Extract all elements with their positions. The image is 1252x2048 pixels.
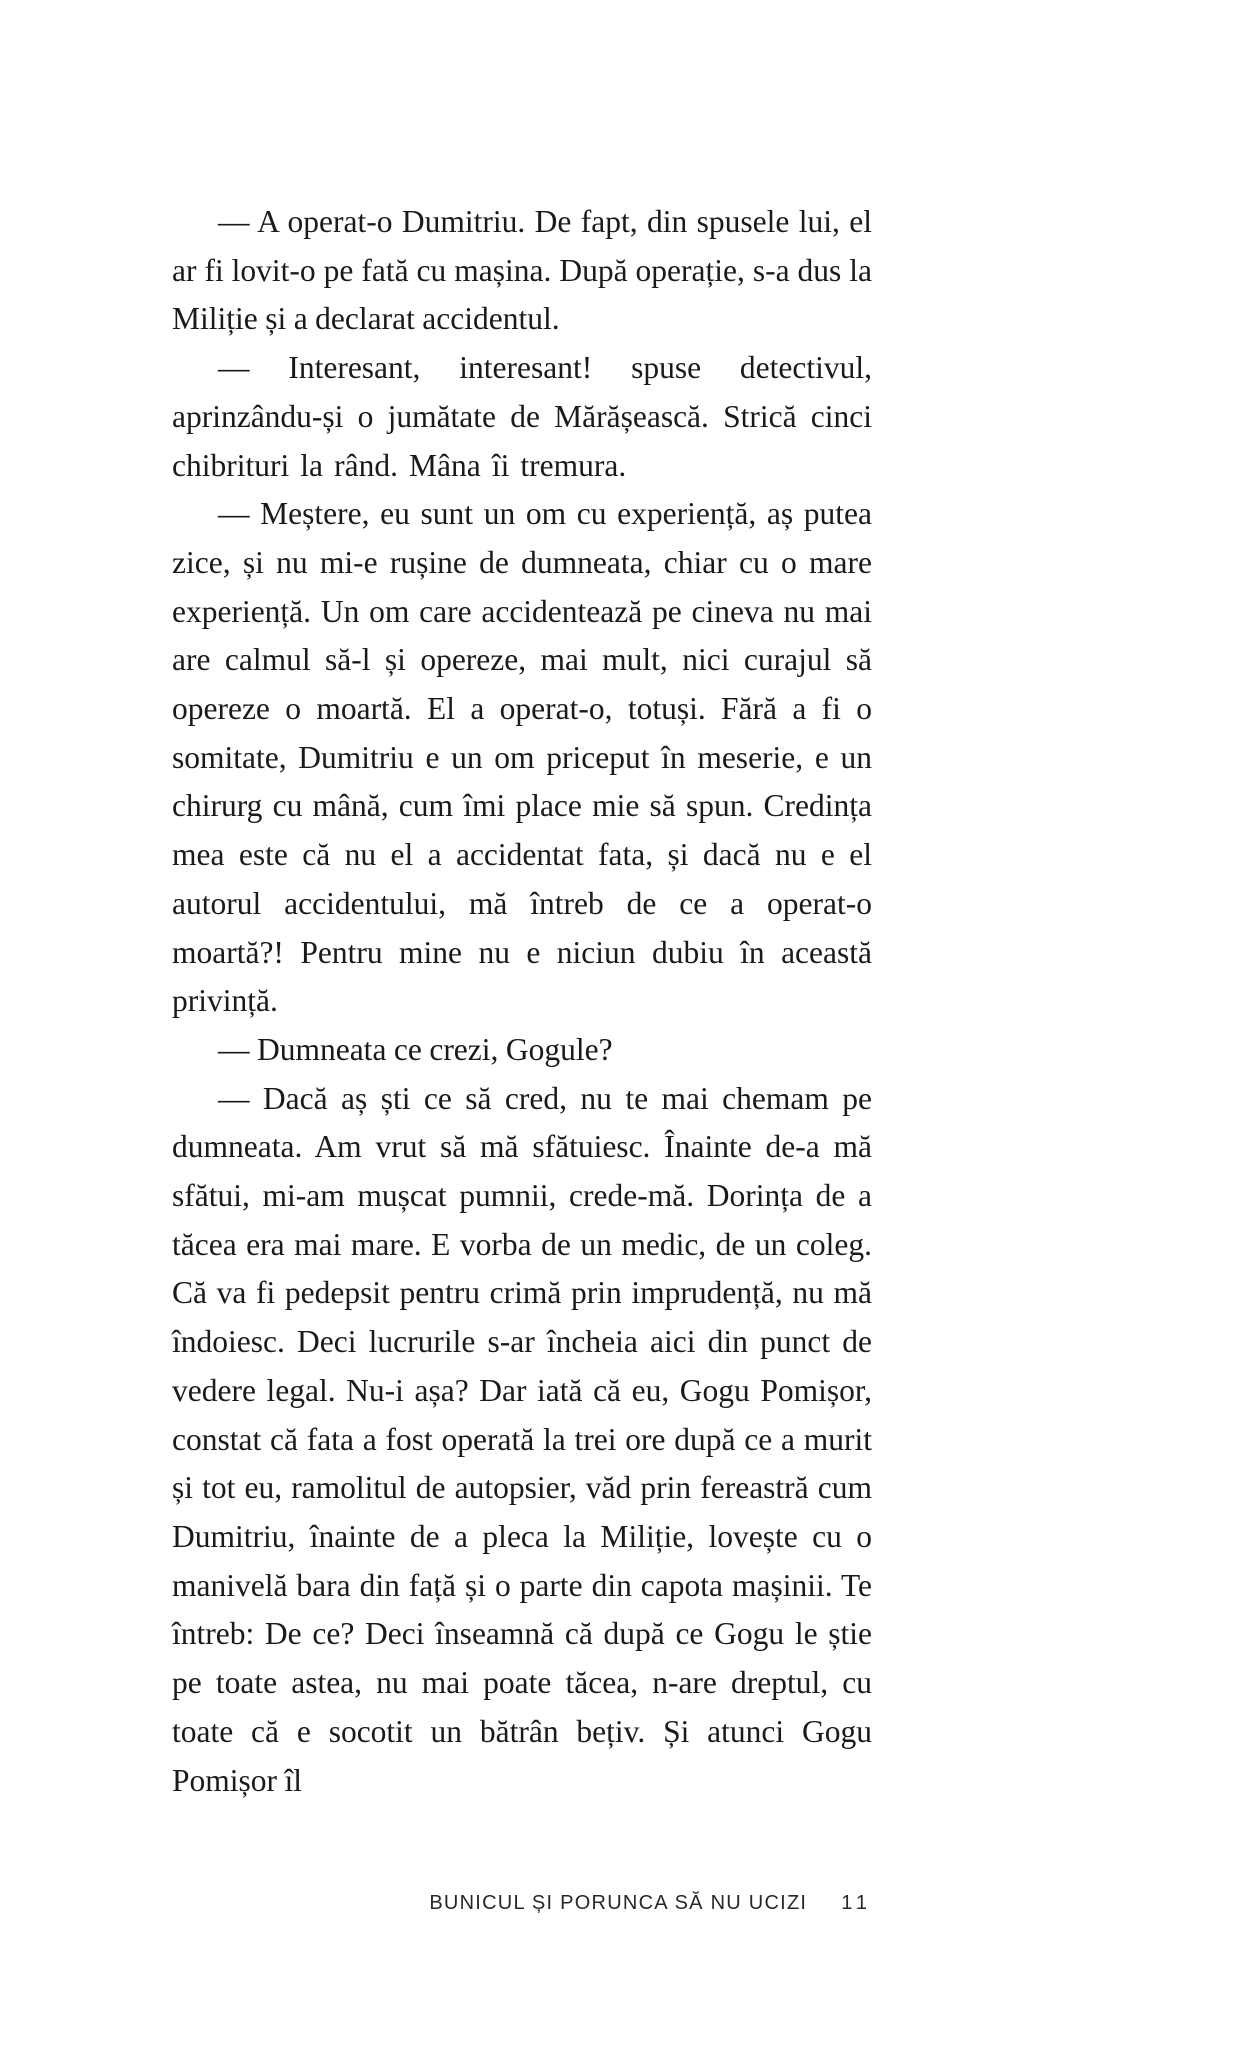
body-text-block (172, 198, 872, 1805)
paragraph: — Dumneata ce crezi, Gogule? (218, 1031, 613, 1067)
paragraph: — Meștere, eu sunt un om cu experiență, aș putea zice, și nu mi-e rușine de dumneata, chiar cu o mare experiență. Un om care accidentează pe cineva nu mai are calmul să-l și opereze, mai mult, nici curajul să opereze o moartă. El a operat-o, totuși. Fără a fi o somitate, Dumitriu e un om priceput în meserie, e un chirurg cu mână, cum îmi place mie să spun. Credința mea este că nu el a accidentat fata, și dacă nu e el autorul accidentului, mă întreb de ce a operat-o moartă?! Pentru mine nu e niciun dubiu în această privință. (172, 496, 872, 1019)
paragraph: — Interesant, interesant! spuse detectivul, aprinzându-și o jumătate de Mărășească. Strică cinci chibrituri la rând. Mâna îi tremura. (172, 350, 872, 483)
paragraph: — Dacă aș ști ce să cred, nu te mai chemam pe dumneata. Am vrut să mă sfătuiesc. Înainte de-a mă sfătui, mi-am mușcat pumnii, crede-mă. Dorința de a tăcea era mai mare. E vorba de un medic, de un coleg. Că va fi pedepsit pentru crimă prin imprudență, nu mă îndoiesc. Deci lucrurile s-ar încheia aici din punct de vedere legal. Nu-i așa? Dar iată că eu, Gogu Pomișor, constat că fata a fost operată la trei ore după ce a murit și tot eu, ramolitul de autopsier, văd prin fereastră cum Dumitriu, înainte de a pleca la Miliție, lovește cu o manivelă bara din față și o parte din capota mașinii. Te întreb: De ce? Deci înseamnă că după ce Gogu le știe pe toate astea, nu mai poate tăcea, n-are dreptul, cu toate că e socotit un bătrân bețiv. Și atunci Gogu Pomișor îl (172, 1080, 872, 1798)
page-footer (172, 1892, 872, 1915)
paragraph: — A operat-o Dumitriu. De fapt, din spusele lui, el ar fi lovit-o pe fată cu mașina. După operație, s-a dus la Miliție și a declarat accidentul. (172, 204, 872, 337)
running-head: BUNICUL ȘI PORUNCA SĂ NU UCIZI (429, 1892, 808, 1914)
page-number: 11 (841, 1892, 872, 1914)
